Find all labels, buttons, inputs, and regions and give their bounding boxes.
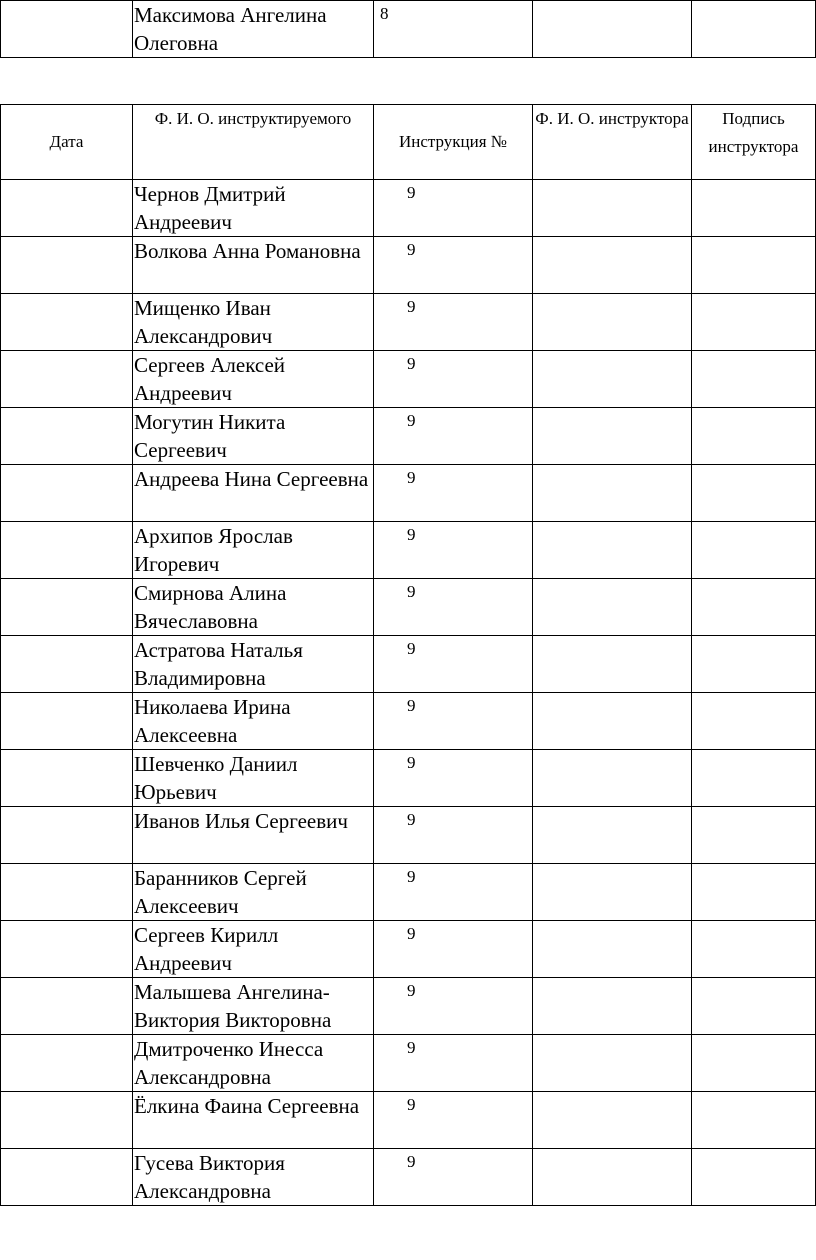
trainee-name-cell: Мищенко Иван Александрович xyxy=(133,294,374,351)
instructor-name-cell xyxy=(533,1,692,58)
instructor-signature-cell xyxy=(692,921,816,978)
trainee-name-cell: Шевченко Даниил Юрьевич xyxy=(133,750,374,807)
table-row xyxy=(1,1149,816,1206)
instructor-name-cell xyxy=(533,351,692,408)
instructor-signature-cell xyxy=(692,864,816,921)
date-cell xyxy=(1,693,133,750)
table-row xyxy=(1,579,816,636)
date-cell xyxy=(1,978,133,1035)
instructor-name-cell xyxy=(533,978,692,1035)
instructor-signature-cell xyxy=(692,408,816,465)
date-cell xyxy=(1,807,133,864)
instruction-number-cell: 9 xyxy=(374,636,533,693)
trainee-name-cell: Гусева Виктория Александровна xyxy=(133,1149,374,1206)
instructor-name-cell xyxy=(533,921,692,978)
instructor-signature-cell xyxy=(692,237,816,294)
instruction-number-cell: 9 xyxy=(374,579,533,636)
instruction-number-cell: 9 xyxy=(374,465,533,522)
instruction-log-table xyxy=(0,104,816,1206)
instructor-signature-cell xyxy=(692,180,816,237)
date-cell xyxy=(1,579,133,636)
table-row xyxy=(1,294,816,351)
instructor-name-cell xyxy=(533,807,692,864)
date-cell xyxy=(1,1,133,58)
table-row xyxy=(1,1035,816,1092)
instructor-signature-cell xyxy=(692,351,816,408)
trainee-name-cell: Баранников Сергей Алексеевич xyxy=(133,864,374,921)
date-cell xyxy=(1,180,133,237)
trainee-name-cell: Иванов Илья Сергеевич xyxy=(133,807,374,864)
instructor-name-cell xyxy=(533,864,692,921)
date-cell xyxy=(1,237,133,294)
instructor-signature-cell xyxy=(692,750,816,807)
instructor-signature-cell xyxy=(692,579,816,636)
instruction-number-cell: 9 xyxy=(374,750,533,807)
trainee-name-cell: Максимова Ангелина Олеговна xyxy=(133,1,374,58)
table-row xyxy=(1,180,816,237)
instruction-number-cell: 8 xyxy=(374,1,533,58)
date-cell xyxy=(1,750,133,807)
header-signature: Подпись инструктора xyxy=(692,105,816,180)
instructor-signature-cell xyxy=(692,693,816,750)
header-trainee: Ф. И. О. инструктируемого xyxy=(133,105,374,180)
date-cell xyxy=(1,522,133,579)
instruction-number-cell: 9 xyxy=(374,1035,533,1092)
table-row xyxy=(1,465,816,522)
instructor-name-cell xyxy=(533,522,692,579)
date-cell xyxy=(1,408,133,465)
instruction-number-cell: 9 xyxy=(374,351,533,408)
instruction-number-cell: 9 xyxy=(374,978,533,1035)
instruction-number-cell: 9 xyxy=(374,807,533,864)
trainee-name-cell: Сергеев Кирилл Андреевич xyxy=(133,921,374,978)
instructor-name-cell xyxy=(533,1035,692,1092)
instructor-name-cell xyxy=(533,636,692,693)
date-cell xyxy=(1,864,133,921)
trainee-name-cell: Чернов Дмитрий Андреевич xyxy=(133,180,374,237)
instructor-name-cell xyxy=(533,579,692,636)
instructor-name-cell xyxy=(533,750,692,807)
table-row xyxy=(1,1092,816,1149)
instruction-number-cell: 9 xyxy=(374,693,533,750)
table-row xyxy=(1,237,816,294)
table-row xyxy=(1,693,816,750)
trainee-name-cell: Волкова Анна Романовна xyxy=(133,237,374,294)
trainee-name-cell: Дмитроченко Инесса Александровна xyxy=(133,1035,374,1092)
instructor-signature-cell xyxy=(692,1092,816,1149)
instructor-name-cell xyxy=(533,408,692,465)
instructor-name-cell xyxy=(533,1149,692,1206)
trainee-name-cell: Малышева Ангелина-Виктория Викторовна xyxy=(133,978,374,1035)
date-cell xyxy=(1,921,133,978)
instructor-signature-cell xyxy=(692,636,816,693)
table-row xyxy=(1,921,816,978)
instructor-signature-cell xyxy=(692,978,816,1035)
instruction-number-cell: 9 xyxy=(374,294,533,351)
instructor-name-cell xyxy=(533,465,692,522)
instructor-name-cell xyxy=(533,180,692,237)
previous-page-table xyxy=(0,0,816,58)
instruction-number-cell: 9 xyxy=(374,1149,533,1206)
trainee-name-cell: Смирнова Алина Вячеславовна xyxy=(133,579,374,636)
date-cell xyxy=(1,294,133,351)
trainee-name-cell: Николаева Ирина Алексеевна xyxy=(133,693,374,750)
table-row xyxy=(1,636,816,693)
instructor-name-cell xyxy=(533,1092,692,1149)
instruction-number-cell: 9 xyxy=(374,522,533,579)
table-body xyxy=(1,180,816,1206)
date-cell xyxy=(1,1149,133,1206)
instructor-name-cell xyxy=(533,237,692,294)
instructor-signature-cell xyxy=(692,807,816,864)
instructor-signature-cell xyxy=(692,1,816,58)
header-instructor: Ф. И. О. инструктора xyxy=(533,105,692,180)
instructor-signature-cell xyxy=(692,294,816,351)
instructor-signature-cell xyxy=(692,465,816,522)
header-date: Дата xyxy=(1,105,133,180)
instructor-signature-cell xyxy=(692,522,816,579)
instruction-number-cell: 9 xyxy=(374,921,533,978)
instruction-number-cell: 9 xyxy=(374,864,533,921)
date-cell xyxy=(1,636,133,693)
table-row xyxy=(1,351,816,408)
table-row xyxy=(1,750,816,807)
trainee-name-cell: Андреева Нина Сергеевна xyxy=(133,465,374,522)
instructor-signature-cell xyxy=(692,1035,816,1092)
trainee-name-cell: Могутин Никита Сергеевич xyxy=(133,408,374,465)
trainee-name-cell: Ёлкина Фаина Сергеевна xyxy=(133,1092,374,1149)
table-row xyxy=(1,807,816,864)
trainee-name-cell: Сергеев Алексей Андреевич xyxy=(133,351,374,408)
instruction-number-cell: 9 xyxy=(374,408,533,465)
trainee-name-cell: Архипов Ярослав Игоревич xyxy=(133,522,374,579)
trainee-name-cell: Астратова Наталья Владимировна xyxy=(133,636,374,693)
instruction-number-cell: 9 xyxy=(374,237,533,294)
table-row xyxy=(1,864,816,921)
date-cell xyxy=(1,351,133,408)
instruction-number-cell: 9 xyxy=(374,1092,533,1149)
table-row xyxy=(1,408,816,465)
table-header-row xyxy=(1,105,816,180)
header-instruction: Инструкция № xyxy=(374,105,533,180)
table-row xyxy=(1,522,816,579)
date-cell xyxy=(1,1035,133,1092)
instruction-number-cell: 9 xyxy=(374,180,533,237)
date-cell xyxy=(1,1092,133,1149)
instructor-name-cell xyxy=(533,693,692,750)
instructor-signature-cell xyxy=(692,1149,816,1206)
instructor-name-cell xyxy=(533,294,692,351)
table-row xyxy=(1,1,816,58)
date-cell xyxy=(1,465,133,522)
table-row xyxy=(1,978,816,1035)
